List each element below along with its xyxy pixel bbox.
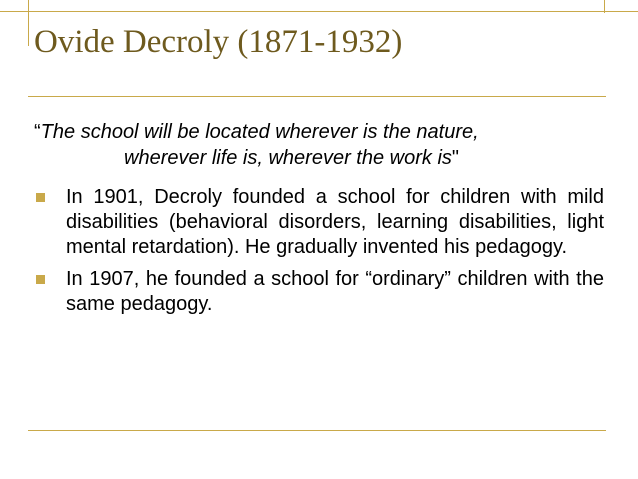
right-vertical-rule — [604, 0, 605, 13]
bottom-rule — [28, 430, 606, 431]
left-vertical-rule — [28, 0, 29, 46]
quote-text-2: wherever life is, wherever the work is — [124, 147, 452, 169]
bullet-item — [34, 267, 604, 317]
slide-title: Ovide Decroly (1871-1932) — [34, 24, 403, 60]
quote-close-mark: " — [451, 147, 459, 169]
quote-line-1 — [34, 119, 604, 145]
quote-text-1: The school will be located wherever is the nature, — [40, 121, 479, 143]
quote-line-2 — [34, 145, 604, 171]
top-rule — [0, 11, 638, 12]
square-bullet-icon — [36, 275, 45, 284]
title-underline-rule — [28, 96, 606, 97]
quote — [34, 119, 604, 171]
bullet-text: In 1907, he founded a school for “ordinary” children with the same pedagogy. — [66, 268, 604, 315]
quote-open-mark: “ — [34, 121, 41, 143]
bullet-item — [34, 185, 604, 260]
bullet-text: In 1901, Decroly founded a school for children with mild disabilities (behavioral disorders, learning disabilities, light mental retardation). He gradually invented his pedagogy. — [66, 186, 604, 258]
bullet-list — [34, 185, 604, 324]
square-bullet-icon — [36, 193, 45, 202]
